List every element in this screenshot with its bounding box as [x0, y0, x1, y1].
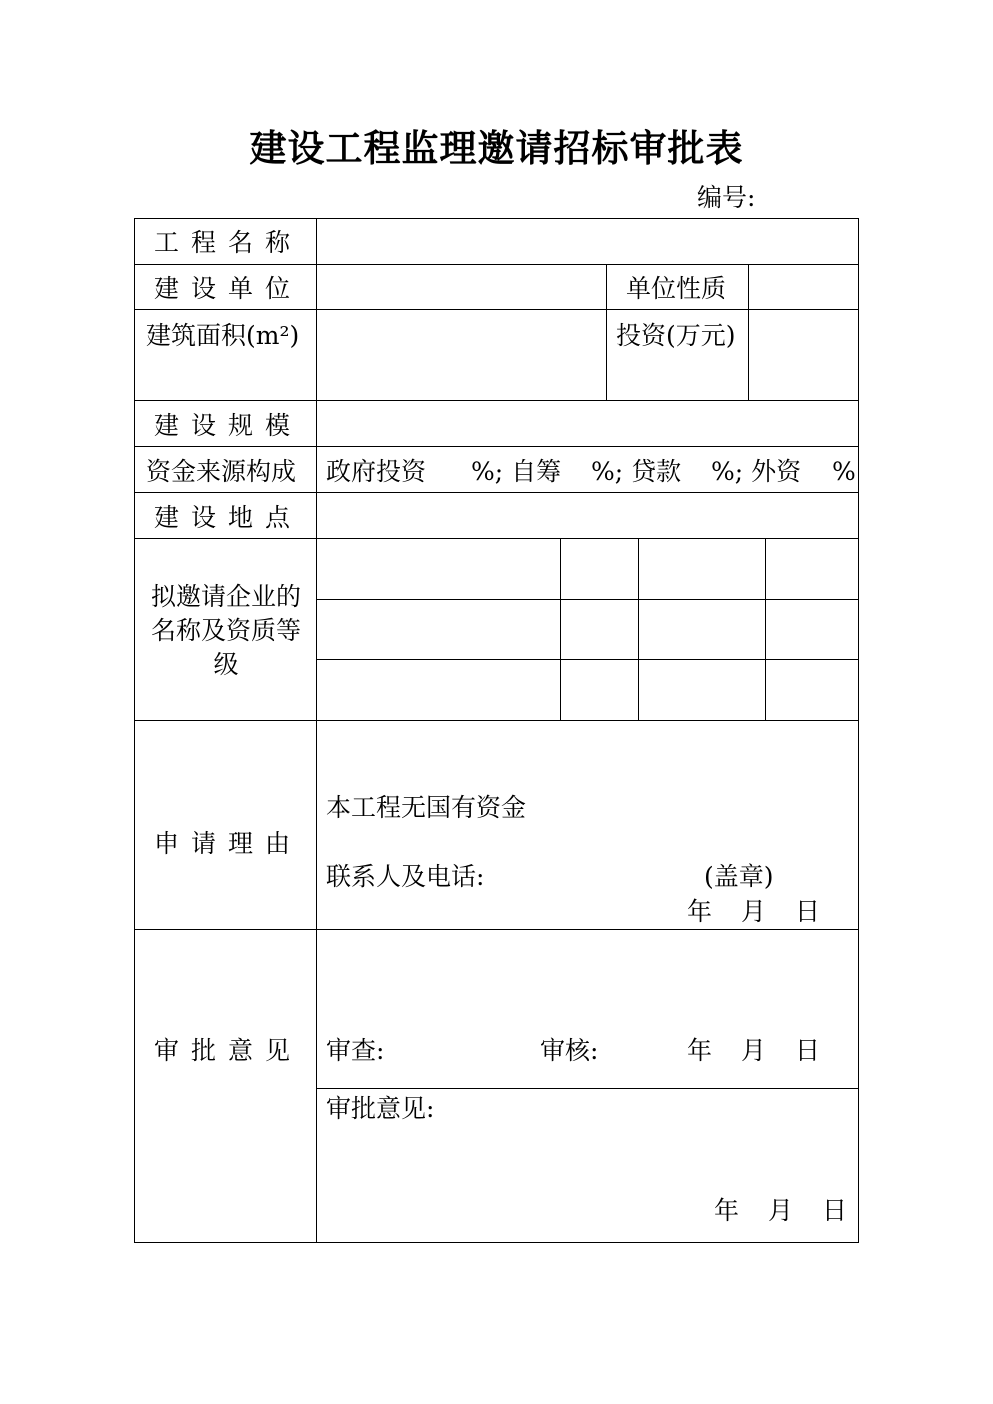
building-area-label: 建筑面积(m²) [146, 321, 300, 350]
investment-field[interactable] [750, 311, 856, 398]
company-col-divider [765, 538, 766, 720]
approval-inner-divider [316, 1088, 859, 1089]
contact-phone-label: 联系人及电话: [326, 862, 485, 891]
invited-label-line: 拟邀请企业的 [150, 582, 301, 611]
table-border-left [134, 218, 135, 1243]
invited-label-line: 级 [213, 650, 239, 679]
company-cell[interactable] [767, 661, 856, 718]
company-col-divider [638, 538, 639, 720]
row-divider [134, 264, 859, 265]
investment-label: 投资(万元) [616, 321, 736, 350]
row-divider [134, 929, 859, 930]
table-border-right [858, 218, 859, 1243]
row-divider [134, 538, 859, 539]
table-border-top [134, 218, 859, 219]
reason-month-label: 月 [741, 897, 767, 926]
serial-number-label: 编号: [697, 183, 756, 212]
approval-day-label: 日 [795, 1036, 821, 1065]
company-name-field[interactable] [318, 661, 558, 718]
company-name-field[interactable] [318, 540, 558, 597]
approval-form-table [134, 218, 859, 1243]
row-divider [134, 492, 859, 493]
funding-self-label: %; 自筹 [471, 457, 562, 486]
unit-nature-label: 单位性质 [626, 274, 727, 303]
application-reason-text: 本工程无国有资金 [326, 793, 527, 822]
application-reason-label: 申请理由 [154, 829, 303, 858]
review-label: 审查: [326, 1036, 385, 1065]
builder-label: 建设单位 [154, 274, 303, 303]
funding-gov-label: 政府投资 [326, 457, 427, 486]
unit-nature-field[interactable] [750, 266, 856, 307]
company-cell[interactable] [562, 540, 636, 597]
company-cell[interactable] [640, 601, 763, 657]
company-cell[interactable] [767, 601, 856, 657]
verify-label: 审核: [540, 1036, 599, 1065]
funding-foreign-label: %; 外资 [711, 457, 802, 486]
approval-opinion-field[interactable] [318, 1128, 856, 1188]
company-cell[interactable] [562, 601, 636, 657]
construction-scale-field[interactable] [318, 402, 856, 444]
company-col-divider [560, 538, 561, 720]
opinion-year-label: 年 [714, 1196, 740, 1225]
approval-opinion-label: 审批意见 [154, 1036, 303, 1065]
invited-label-line: 名称及资质等 [150, 616, 301, 645]
construction-scale-label: 建设规模 [154, 411, 303, 440]
label-column-divider [316, 218, 317, 1243]
row-divider [134, 309, 859, 310]
company-cell[interactable] [640, 661, 763, 718]
cell-divider [606, 264, 607, 400]
opinion-day-label: 日 [822, 1196, 848, 1225]
opinion-month-label: 月 [768, 1196, 794, 1225]
approval-opinion-field-label: 审批意见: [326, 1094, 435, 1123]
cell-divider [748, 264, 749, 400]
company-name-field[interactable] [318, 601, 558, 657]
company-cell[interactable] [767, 540, 856, 597]
approval-month-label: 月 [741, 1036, 767, 1065]
building-area-field[interactable] [318, 311, 604, 398]
company-row-divider [316, 599, 859, 600]
table-border-bottom [134, 1242, 859, 1243]
company-row-divider [316, 659, 859, 660]
construction-site-field[interactable] [318, 494, 856, 536]
funding-foreign-percent: % [832, 457, 856, 486]
page-title: 建设工程监理邀请招标审批表 [249, 126, 744, 170]
project-name-label: 工程名称 [154, 228, 303, 257]
reason-year-label: 年 [687, 897, 713, 926]
project-name-field[interactable] [318, 220, 856, 262]
reason-day-label: 日 [795, 897, 821, 926]
invited-companies-label [136, 580, 316, 682]
row-divider [134, 400, 859, 401]
construction-site-label: 建设地点 [154, 503, 303, 532]
builder-field[interactable] [318, 266, 604, 307]
row-divider [134, 446, 859, 447]
company-cell[interactable] [640, 540, 763, 597]
funding-source-label: 资金来源构成 [146, 457, 297, 486]
funding-loan-label: %; 贷款 [591, 457, 682, 486]
approval-year-label: 年 [687, 1036, 713, 1065]
row-divider [134, 720, 859, 721]
seal-label: (盖章) [704, 862, 774, 891]
company-cell[interactable] [562, 661, 636, 718]
